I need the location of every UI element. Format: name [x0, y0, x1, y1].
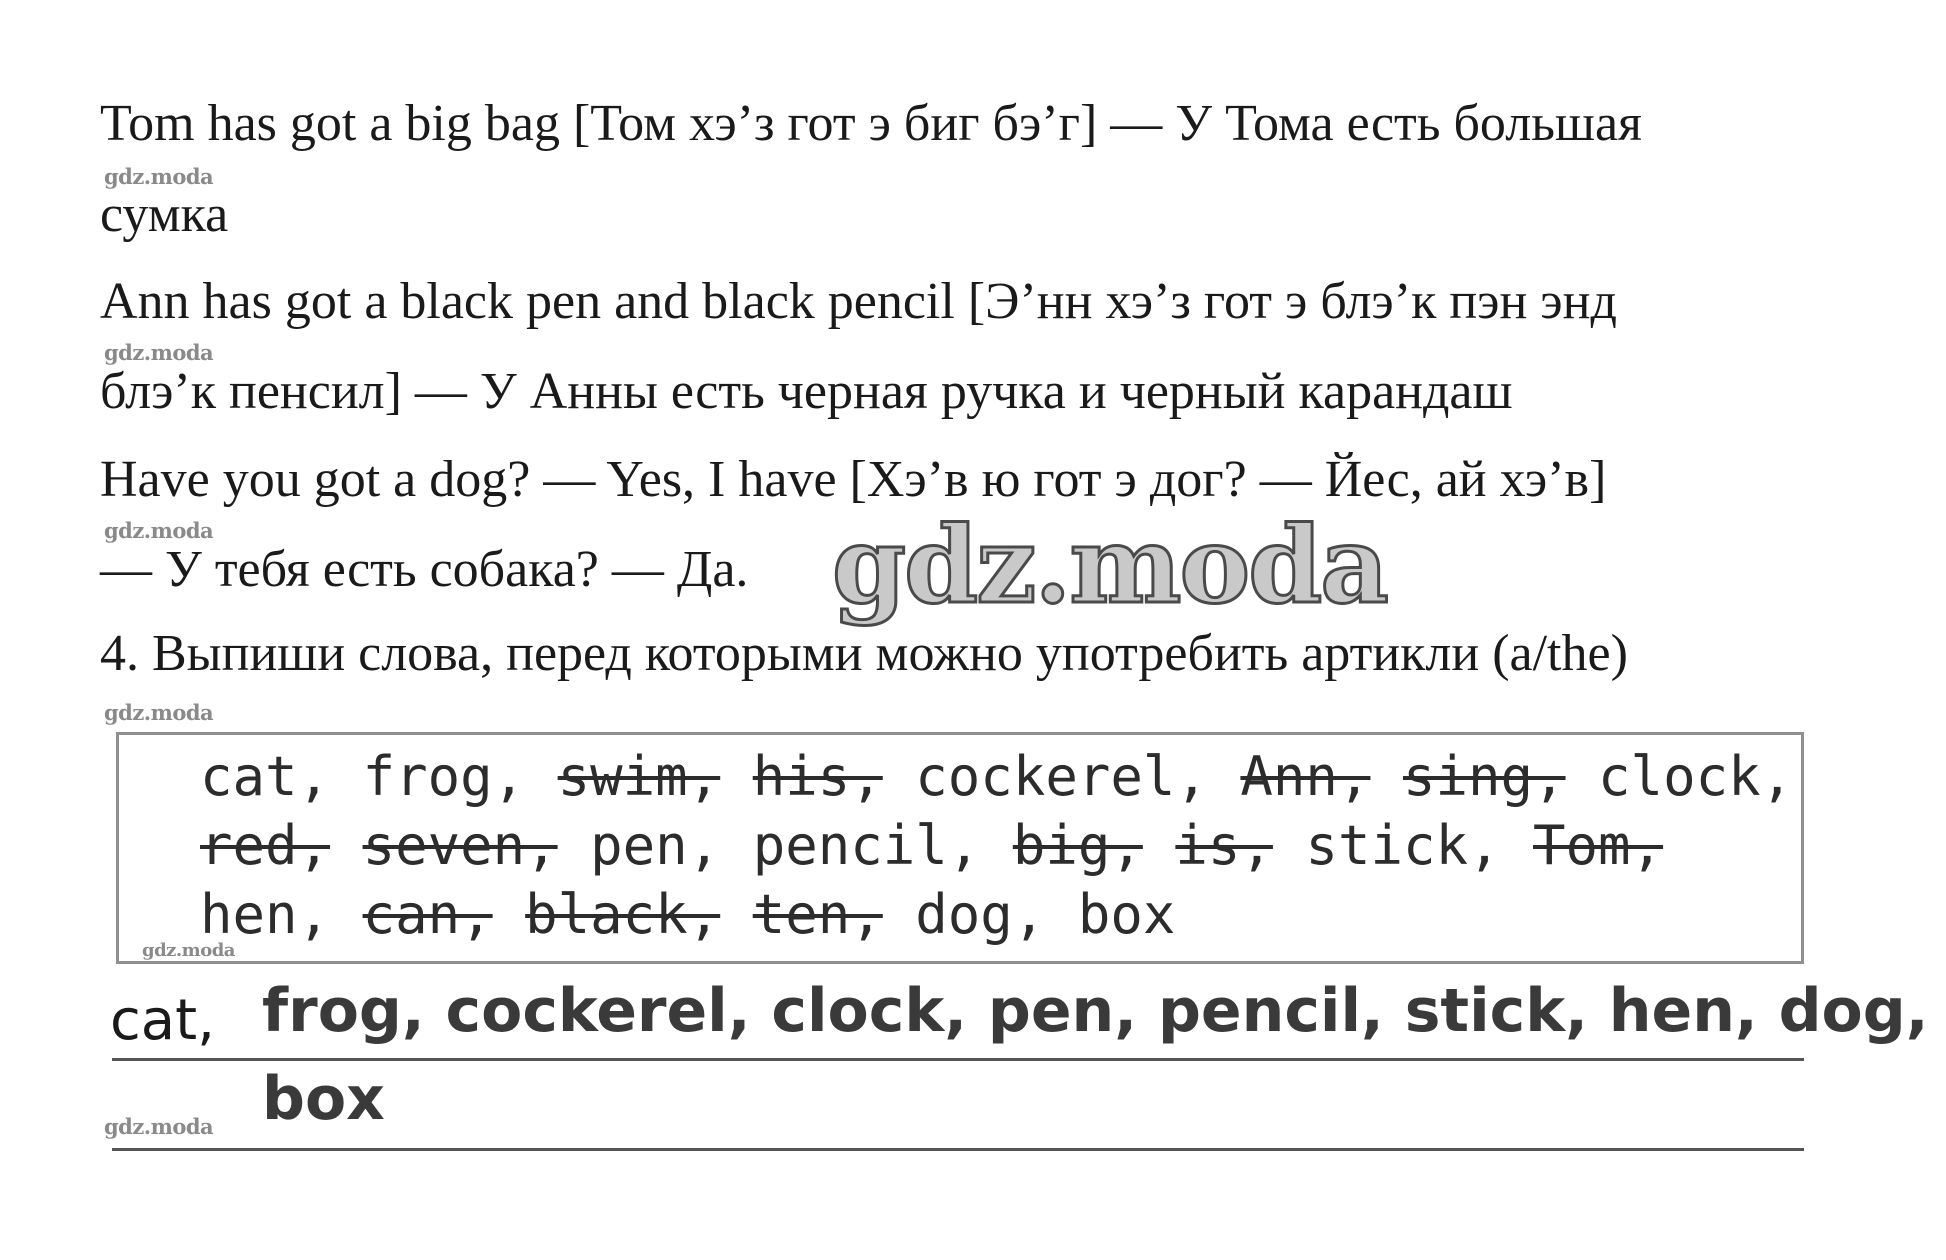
answer-rule-2 [112, 1148, 1804, 1151]
text-line-6: — У тебя есть собака? — Да. [100, 541, 749, 598]
word: hen, [200, 883, 331, 946]
word-list [200, 742, 1800, 949]
word: pencil, [752, 814, 981, 877]
word-struck: sing, [1402, 745, 1566, 808]
text-line-2: сумка [100, 186, 229, 243]
word-struck: black, [525, 883, 721, 946]
word: frog, [362, 745, 526, 808]
word: cockerel, [915, 745, 1208, 808]
word-struck: Ann, [1240, 745, 1371, 808]
word: cat, [200, 745, 331, 808]
text-line-5: Have you got a dog? — Yes, I have [Хэ’в ю гот э дог? — Йес, ай хэ’в] [100, 451, 1607, 508]
word: box [1077, 883, 1176, 946]
word-row [200, 811, 1800, 880]
answer-line-1: frog, cockerel, clock, pen, pencil, stick, hen, dog, [262, 976, 1929, 1046]
word-struck: seven, [362, 814, 558, 877]
word-struck: big, [1012, 814, 1143, 877]
watermark-small: gdz.moda [104, 164, 214, 189]
word-row [200, 742, 1800, 811]
text-line-1: Tom has got a big bag [Том хэ’з гот э биг бэ’г] — У Тома есть большая [100, 95, 1642, 152]
word-struck: his, [752, 745, 883, 808]
text-line-3: Ann has got a black pen and black pencil [Э’нн хэ’з гот э блэ’к пэн энд [100, 273, 1617, 330]
watermark-small: gdz.moda [142, 940, 235, 961]
word-struck: red, [200, 814, 331, 877]
word-struck: ten, [752, 883, 883, 946]
word-struck: can, [362, 883, 493, 946]
watermark-small: gdz.moda [104, 518, 214, 543]
watermark-small: gdz.moda [104, 700, 214, 725]
answer-first-word: cat, [110, 988, 215, 1053]
word-struck: Tom, [1533, 814, 1664, 877]
watermark-small: gdz.moda [104, 340, 214, 365]
watermark-small: gdz.moda [104, 1114, 214, 1139]
word-struck: is, [1175, 814, 1273, 877]
word: clock, [1598, 745, 1794, 808]
word-row [200, 880, 1800, 949]
word: stick, [1305, 814, 1501, 877]
word: dog, [915, 883, 1046, 946]
word-struck: swim, [557, 745, 721, 808]
watermark-large: gdz.moda [832, 502, 1387, 627]
exercise-heading: 4. Выпиши слова, перед которыми можно употребить артикли (a/the) [100, 625, 1628, 682]
text-line-4: блэ’к пенсил] — У Анны есть черная ручка и черный карандаш [100, 363, 1513, 420]
answer-rule-1 [112, 1058, 1804, 1061]
word: pen, [590, 814, 721, 877]
answer-line-2: box [262, 1064, 385, 1134]
